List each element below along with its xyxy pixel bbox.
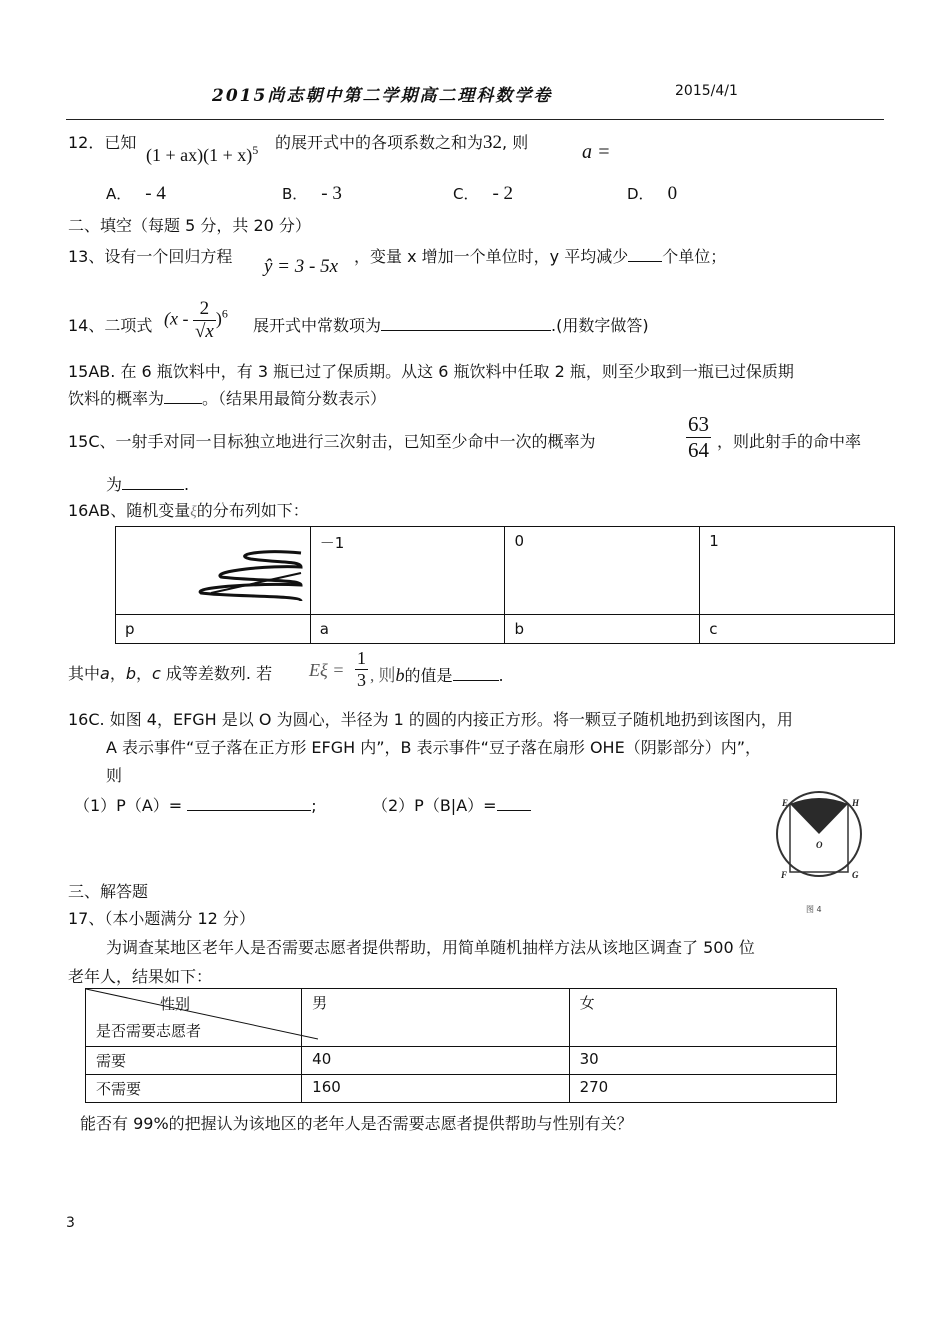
q14-expression (164, 298, 228, 343)
q12-option-b[interactable] (282, 183, 342, 205)
q14-prefix: 14、二项式 (68, 316, 153, 335)
section-fill-in-heading: 二、填空（每题 5 分，共 20 分） (68, 216, 311, 235)
cond-then: , 则 (370, 666, 396, 685)
section-answer-heading: 三、解答题 (68, 882, 149, 901)
q16ab-fraction (355, 648, 368, 691)
q15c-answer-blank[interactable] (122, 475, 184, 490)
q12-option-d[interactable] (627, 183, 677, 205)
q16c-p1-end: ; (311, 796, 317, 815)
q16c-line1: 16C. 如图 4，EFGH 是以 O 为圆心，半径为 1 的圆的内接正方形。将一颗豆子随机地扔到该图内，用 (68, 710, 793, 729)
fig-label-h: H (852, 798, 860, 808)
fig-label-f: F (781, 870, 788, 880)
q12-sum: 32 (483, 132, 503, 153)
survey-corner-cell (86, 989, 302, 1047)
corner-top-label: 性别 (160, 995, 191, 1013)
q15ab-line2 (68, 386, 386, 409)
dist-cell: b (505, 615, 700, 644)
q15c-suffix: . (184, 475, 190, 494)
q15ab-prefix: 饮料的概率为 (68, 389, 165, 408)
q16ab-expectation: Eξ = (309, 660, 345, 680)
survey-row (86, 1047, 837, 1075)
corner-bottom-label: 是否需要志愿者 (96, 1022, 202, 1040)
survey-row (86, 1075, 837, 1103)
q16c-line2: A 表示事件“豆子落在正方形 EFGH 内”，B 表示事件“豆子落在扇形 OHE（阴影部分）内”， (106, 738, 761, 757)
fig-label-o: O (816, 840, 823, 850)
survey-col-header: 男 (302, 989, 569, 1047)
q12-a-equals: a = (582, 141, 611, 163)
q12-mid (275, 130, 528, 154)
dist-cell: a (310, 615, 505, 644)
q12-expression (146, 143, 258, 166)
q15c-frac-den: 64 (688, 438, 709, 462)
survey-cell: 160 (302, 1075, 569, 1103)
q14-suffix: .(用数字做答) (551, 316, 649, 335)
q17-title: 17、（本小题满分 12 分） (68, 909, 255, 928)
q16c-p1-label: （1）P（A）= (74, 796, 183, 815)
q16c-line3: 则 (106, 766, 123, 785)
q16ab-condition-end (370, 661, 504, 686)
dist-corner-cell (116, 527, 311, 615)
q12-number: 12． (68, 133, 105, 152)
dist-cell: －1 (310, 527, 505, 615)
q14-lparen: (x - (164, 308, 189, 329)
q16ab-prefix: 16AB、随机变量 (68, 501, 191, 520)
var-c: c (152, 664, 161, 683)
distribution-table (115, 526, 895, 644)
q16c-part1 (74, 793, 317, 816)
q14-mid: 展开式中常数项为 (253, 316, 382, 335)
q12-expr: (1 + ax)(1 + x) (146, 145, 253, 165)
dist-cell: c (700, 615, 895, 644)
q12-prefix: 已知 (104, 133, 137, 152)
q14-frac-den: √x (194, 321, 214, 342)
q15c-fraction (686, 412, 711, 463)
q14-rparen: ) (215, 308, 222, 329)
q17-para1: 为调查某地区老年人是否需要志愿者提供帮助，用简单随机抽样方法从该地区调查了 500 位 (106, 938, 755, 957)
q14-exponent: 6 (221, 306, 228, 321)
survey-cell: 40 (302, 1047, 569, 1075)
q14-frac-num: 2 (193, 298, 216, 321)
q16ab-frac-den: 3 (357, 670, 366, 690)
q12-option-c[interactable] (453, 183, 513, 205)
q15ab-suffix: 。（结果用最简分数表示） (202, 389, 387, 408)
q16ab-condition: 其中a，b，c 成等差数列. 若 (68, 664, 273, 683)
dist-cell: 1 (700, 527, 895, 615)
survey-col-header: 女 (569, 989, 836, 1047)
q16c-p2-label: （2）P（B|A）= (372, 796, 497, 815)
var-b: b (125, 664, 136, 683)
survey-table (85, 988, 837, 1103)
q13-answer-blank[interactable] (628, 247, 662, 262)
q15ab-answer-blank[interactable] (164, 389, 202, 404)
survey-cell: 30 (569, 1047, 836, 1075)
figure-4-circle-square (770, 786, 870, 918)
q16c-p2-blank[interactable] (497, 796, 531, 811)
q15c-line1-prefix: 15C、一射手对同一目标独立地进行三次射击，已知至少命中一次的概率为 (68, 432, 596, 451)
cond-end: . (498, 666, 504, 685)
survey-cell: 270 (569, 1075, 836, 1103)
scribble-mark-icon (191, 545, 311, 605)
fig-caption: 图 4 (806, 905, 822, 914)
q15c-line2 (106, 472, 189, 495)
q13-rest (354, 244, 726, 267)
dist-cell: p (116, 615, 311, 644)
cond-b: b (395, 665, 405, 685)
option-d-label: D． (627, 185, 654, 203)
q16ab-suffix: 的分布列如下： (196, 501, 309, 520)
q12-mid-text: 的展开式中的各项系数之和为 (275, 133, 484, 152)
fig-label-g: G (852, 870, 859, 880)
option-a-value: - 4 (145, 183, 166, 204)
q13-prefix: 13、设有一个回归方程 (68, 247, 233, 266)
dist-row-probabilities (116, 615, 895, 644)
dist-row-values (116, 527, 895, 615)
q14-answer-blank[interactable] (381, 316, 551, 331)
option-b-label: B． (282, 185, 308, 203)
q14-rest (253, 313, 649, 336)
q14-fraction (193, 298, 216, 343)
survey-row-label: 需要 (86, 1047, 302, 1075)
q16c-p1-blank[interactable] (187, 796, 311, 811)
option-b-value: - 3 (321, 183, 342, 204)
q13-text (68, 244, 232, 267)
q12-exponent: 5 (252, 143, 259, 157)
var-a: a (100, 664, 110, 683)
q17-question: 能否有 99%的把握认为该地区的老年人是否需要志愿者提供帮助与性别有关？ (80, 1114, 633, 1133)
q13-mid: ，变量 x 增加一个单位时，y 平均减少 (354, 247, 629, 266)
dist-cell: 0 (505, 527, 700, 615)
option-a-label: A． (106, 185, 132, 203)
q13-equation: ŷ = 3 - 5x (264, 256, 339, 277)
survey-row-label: 不需要 (86, 1075, 302, 1103)
survey-header-row (86, 989, 837, 1047)
q12-option-a[interactable] (106, 183, 166, 205)
q16ab-intro (68, 498, 309, 521)
q17-para2: 老年人，结果如下： (68, 967, 213, 986)
q15c-frac-num: 63 (688, 412, 709, 436)
q12-suffix: , 则 (502, 133, 529, 152)
q15ab-line1: 15AB. 在 6 瓶饮料中，有 3 瓶已过了保质期。从这 6 瓶饮料中任取 2 瓶，则至少取到一瓶已过保质期 (68, 362, 794, 381)
q15c-prefix: 为 (106, 475, 123, 494)
q16ab-xi: ξ (190, 504, 197, 520)
q12-stem (68, 130, 136, 153)
header-rule (66, 119, 884, 120)
option-c-value: - 2 (492, 183, 514, 204)
cond-prefix: 其中 (68, 664, 101, 683)
exam-date: 2015/4/1 (675, 83, 738, 99)
page-number: 3 (66, 1215, 75, 1231)
exam-title: 2015尚志朝中第二学期高二理科数学卷 (212, 86, 553, 106)
option-c-label: C． (453, 185, 479, 203)
option-d-value: 0 (667, 183, 678, 204)
cond-suffix: 的值是 (404, 666, 453, 685)
q16ab-answer-blank[interactable] (453, 666, 499, 681)
cond-mid: 成等差数列. 若 (165, 664, 273, 683)
q13-suffix: 个单位； (662, 247, 727, 266)
q16c-part2 (372, 793, 531, 816)
fig-label-e: E (782, 798, 789, 808)
q15c-line1-suffix: ，则此射手的命中率 (717, 432, 862, 451)
q16ab-frac-num: 1 (357, 648, 366, 668)
